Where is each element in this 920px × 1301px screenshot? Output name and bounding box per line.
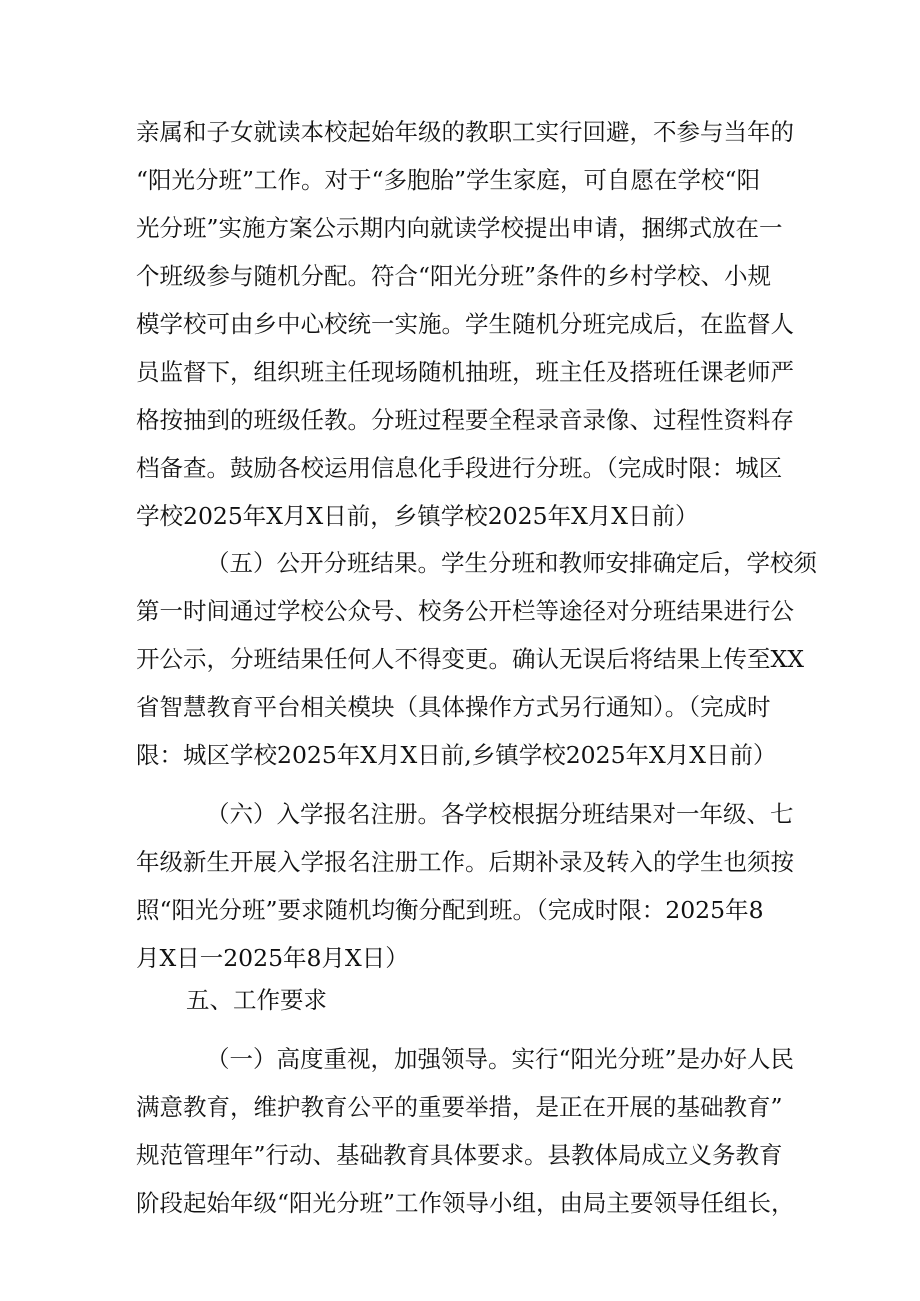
text-line: 学校2025年X月X日前，乡镇学校2025年X月X日前） xyxy=(136,502,699,530)
text-line: 光分班”实施方案公示期内向就读学校提出申请，捆绑式放在一 xyxy=(136,214,783,242)
text-line: 年级新生开展入学报名注册工作。后期补录及转入的学生也须按 xyxy=(136,848,794,876)
text-line: 满意教育，维护教育公平的重要举措，是正在开展的基础教育” xyxy=(136,1093,783,1121)
text-line: 阶段起始年级“阳光分班”工作领导小组，由局主要领导任组长， xyxy=(136,1189,795,1217)
text-line: （六）入学报名注册。各学校根据分班结果对一年级、七 xyxy=(206,800,794,828)
text-line: 第一时间通过学校公众号、校务公开栏等途径对分班结果进行公 xyxy=(136,597,794,625)
paragraph-avoidance-rules xyxy=(136,108,816,540)
text-line: 员监督下，组织班主任现场随机抽班，班主任及搭班任课老师严 xyxy=(136,358,794,386)
text-line: 月X日一2025年8月X日） xyxy=(136,944,409,972)
section-heading-work-requirements xyxy=(136,976,816,1024)
text-line: （一）高度重视，加强领导。实行“阳光分班”是办好人民 xyxy=(206,1045,795,1073)
text-line: 档备查。鼓励各校运用信息化手段进行分班。（完成时限：城区 xyxy=(136,454,783,482)
text-line: 限：城区学校2025年X月X日前,乡镇学校2025年X月X日前） xyxy=(136,741,777,769)
text-line: 规范管理年”行动、基础教育具体要求。县教体局成立义务教育 xyxy=(136,1141,783,1169)
text-line: （五）公开分班结果。学生分班和教师安排确定后，学校须 xyxy=(206,549,817,577)
heading-line: 五、工作要求 xyxy=(186,986,327,1014)
text-line: 照“阳光分班”要求随机均衡分配到班。（完成时限：2025年8 xyxy=(136,896,764,924)
text-line: “阳光分班”工作。对于“多胞胎”学生家庭，可自愿在学校“阳 xyxy=(136,166,761,194)
text-line: 格按抽到的班级任教。分班过程要全程录音录像、过程性资料存 xyxy=(136,406,794,434)
text-line: 个班级参与随机分配。符合“阳光分班”条件的乡村学校、小规 xyxy=(136,262,772,290)
paragraph-section-1-leadership xyxy=(136,1035,816,1227)
text-line: 亲属和子女就读本校起始年级的教职工实行回避，不参与当年的 xyxy=(136,118,794,146)
text-line: 模学校可由乡中心校统一实施。学生随机分班完成后，在监督人 xyxy=(136,310,794,338)
text-line: 开公示，分班结果任何人不得变更。确认无误后将结果上传至XX xyxy=(136,645,804,673)
paragraph-section-5-publish-results xyxy=(136,539,816,779)
paragraph-section-6-registration xyxy=(136,790,816,982)
text-line: 省智慧教育平台相关模块（具体操作方式另行通知）。（完成时 xyxy=(136,693,771,721)
